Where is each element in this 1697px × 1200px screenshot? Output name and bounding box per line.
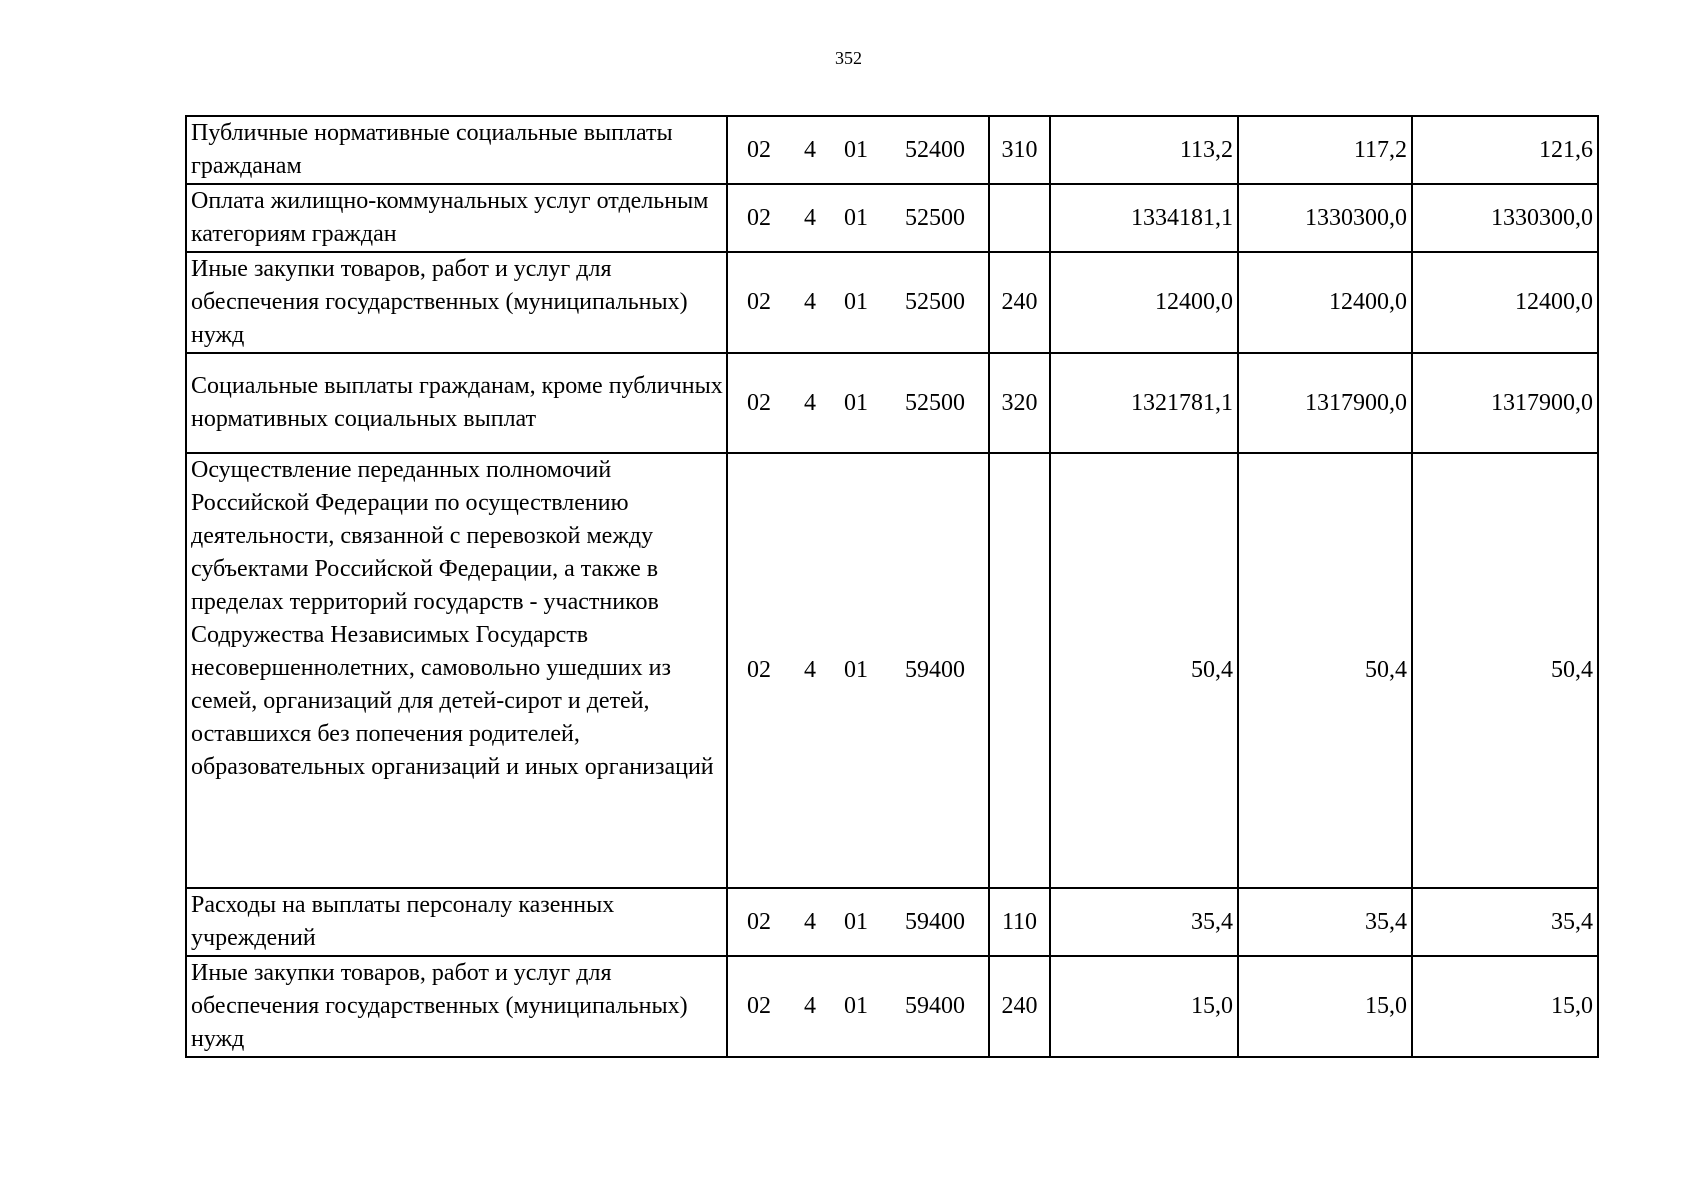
code-part: 52500 [905, 204, 965, 231]
table-row [186, 453, 1598, 888]
code-part: 59400 [905, 993, 965, 1019]
expense-type-code: 310 [989, 116, 1050, 184]
expense-type-code [989, 453, 1050, 888]
amount-cell: 121,6 [1412, 116, 1598, 184]
code-part: 02 [747, 908, 771, 935]
code-part: 02 [747, 657, 771, 683]
amount-cell: 1317900,0 [1238, 353, 1412, 453]
page-number: 352 [835, 48, 862, 68]
code-part: 01 [844, 993, 868, 1019]
code-part: 4 [804, 993, 816, 1019]
expense-type-code: 320 [989, 353, 1050, 453]
table-row [186, 353, 1598, 453]
table-row [186, 116, 1598, 184]
code-part: 4 [804, 204, 816, 231]
code-part: 52500 [905, 289, 965, 315]
expense-type-code: 110 [989, 888, 1050, 956]
amount-cell: 1330300,0 [1238, 184, 1412, 252]
code-part: 59400 [905, 908, 965, 935]
code-part: 02 [747, 389, 771, 416]
amount-cell: 113,2 [1050, 116, 1238, 184]
amount-cell: 15,0 [1412, 956, 1598, 1057]
amount-cell: 50,4 [1238, 453, 1412, 888]
program-code-cell [727, 453, 989, 888]
amount-cell: 15,0 [1050, 956, 1238, 1057]
code-part: 01 [844, 289, 868, 315]
row-name: Оплата жилищно-коммунальных услуг отдельным категориям граждан [186, 184, 727, 252]
amount-cell: 50,4 [1412, 453, 1598, 888]
amount-cell: 1330300,0 [1412, 184, 1598, 252]
program-code-cell [727, 184, 989, 252]
expense-type-code [989, 184, 1050, 252]
amount-cell: 1321781,1 [1050, 353, 1238, 453]
code-part: 02 [747, 136, 771, 163]
code-part: 01 [844, 204, 868, 231]
amount-cell: 117,2 [1238, 116, 1412, 184]
code-part: 01 [844, 908, 868, 935]
row-name: Социальные выплаты гражданам, кроме публичных нормативных социальных выплат [186, 353, 727, 453]
program-code-cell [727, 353, 989, 453]
row-name: Осуществление переданных полномочий Российской Федерации по осуществлению деятельности, связанной с перевозкой между субъектами Российской Федерации, а также в пределах территорий государств - участников Содружества Независимых Государств несовершеннолетних, самовольно ушедших из семей, организаций для детей-сирот и детей, оставшихся без попечения родителей, образовательных организаций и иных организаций [186, 453, 727, 888]
table-row [186, 184, 1598, 252]
code-part: 4 [804, 289, 816, 315]
code-part: 02 [747, 204, 771, 231]
code-part: 4 [804, 136, 816, 163]
program-code-cell [727, 116, 989, 184]
amount-cell: 35,4 [1412, 888, 1598, 956]
code-part: 01 [844, 136, 868, 163]
code-part: 01 [844, 657, 868, 683]
table-row [186, 888, 1598, 956]
amount-cell: 35,4 [1050, 888, 1238, 956]
program-code-cell [727, 252, 989, 353]
program-code-cell [727, 888, 989, 956]
code-part: 02 [747, 993, 771, 1019]
table-row [186, 956, 1598, 1057]
amount-cell: 12400,0 [1412, 252, 1598, 353]
amount-cell: 35,4 [1238, 888, 1412, 956]
row-name: Расходы на выплаты персоналу казенных учреждений [186, 888, 727, 956]
table-row [186, 252, 1598, 353]
amount-cell: 12400,0 [1050, 252, 1238, 353]
amount-cell: 15,0 [1238, 956, 1412, 1057]
expense-type-code: 240 [989, 956, 1050, 1057]
code-part: 01 [844, 389, 868, 416]
amount-cell: 1334181,1 [1050, 184, 1238, 252]
code-part: 02 [747, 289, 771, 315]
amount-cell: 12400,0 [1238, 252, 1412, 353]
row-name: Иные закупки товаров, работ и услуг для обеспечения государственных (муниципальных) нужд [186, 252, 727, 353]
budget-table [185, 115, 1599, 1058]
expense-type-code: 240 [989, 252, 1050, 353]
amount-cell: 1317900,0 [1412, 353, 1598, 453]
row-name: Иные закупки товаров, работ и услуг для обеспечения государственных (муниципальных) нужд [186, 956, 727, 1057]
row-name: Публичные нормативные социальные выплаты гражданам [186, 116, 727, 184]
code-part: 52500 [905, 389, 965, 416]
amount-cell: 50,4 [1050, 453, 1238, 888]
code-part: 59400 [905, 657, 965, 683]
code-part: 4 [804, 657, 816, 683]
code-part: 4 [804, 389, 816, 416]
code-part: 52400 [905, 136, 965, 163]
program-code-cell [727, 956, 989, 1057]
code-part: 4 [804, 908, 816, 935]
